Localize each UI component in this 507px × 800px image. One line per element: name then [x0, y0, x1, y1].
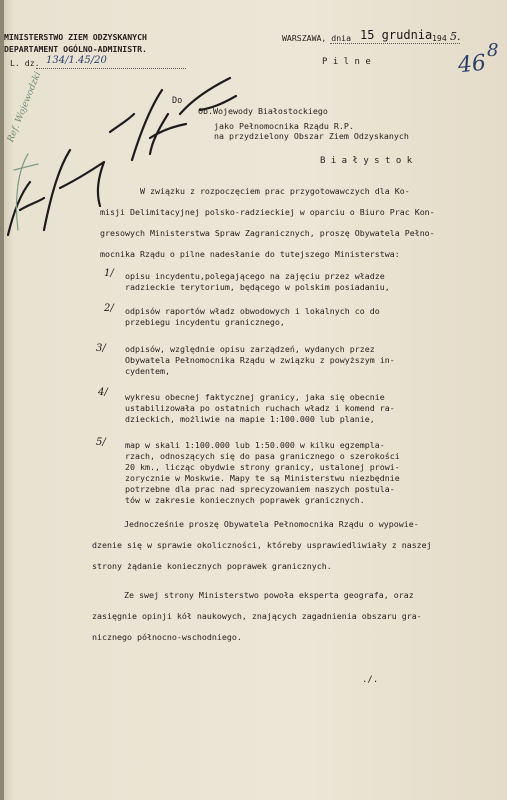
item-4-number: 4/	[98, 387, 108, 398]
letterhead-ministry: MINISTERSTWO ZIEM ODZYSKANYCH	[4, 32, 147, 42]
handwritten-number: 46	[456, 50, 488, 79]
item-4-line-3: dzieckich, możliwie na mapie 1:100.000 lub planie,	[125, 414, 375, 424]
item-5-line-4: zorycznie w Moskwie. Mapy te są Ministerstwu niezbędnie	[125, 473, 400, 483]
date-day-month: 15 grudnia	[360, 28, 433, 42]
addressee-city: B i a ł y s t o k	[320, 156, 413, 166]
item-3-line-1: odpisów, względnie opisu zarządzeń, wydanych przez	[125, 344, 375, 354]
intro-line-2: misji Delimitacyjnej polsko-radzieckiej w oparciu o Biuro Prac Kon-	[100, 207, 435, 217]
item-3-number: 3/	[96, 343, 106, 354]
para3-line-1: Ze swej strony Ministerstwo powoła eksperta geografa, oraz	[124, 590, 414, 600]
date-place: WARSZAWA, dnia	[282, 33, 352, 43]
item-2-line-2: przebiegu incydentu granicznego,	[125, 317, 285, 327]
reference-number-handwritten: 134/1.45/20	[46, 55, 107, 66]
closing-mark: ./.	[362, 675, 379, 685]
reference-dotted-line	[36, 68, 186, 69]
addressee-line-3: na przydzielony Obszar Ziem Odzyskanych	[214, 131, 409, 141]
para2-line-1: Jednocześnie proszę Obywatela Pełnomocnika Rządu o wypowie-	[124, 519, 419, 529]
intro-line-1: W związku z rozpoczęciem prac przygotowawczych dla Ko-	[140, 186, 410, 196]
para3-line-2: zasięgnie opinji kół naukowych, znających zagadnienia obszaru gra-	[92, 611, 422, 621]
addressee-prefix: Do	[172, 96, 183, 106]
date-year-prefix: 194	[432, 33, 447, 43]
intro-line-3: gresowych Ministerstwa Spraw Zagranicznych, proszę Obywatela Pełno-	[100, 228, 435, 238]
item-4-line-2: ustabilizowała po ostatnich ruchach władz i komend ra-	[125, 403, 395, 413]
item-4-line-1: wykresu obecnej faktycznej granicy, jaka się obecnie	[125, 392, 385, 402]
item-5-line-2: rzach, odnoszących się do pasa granicznego o szerokości	[125, 451, 400, 461]
item-2-line-1: odpisów raportów władz obwodowych i lokalnych co do	[125, 306, 380, 316]
item-2-number: 2/	[104, 303, 114, 314]
reference-prefix: L. dz.	[10, 58, 40, 68]
item-3-line-2: Obywatela Pełnomocnika Rządu w związku z powyższym in-	[125, 355, 395, 365]
handwritten-number-2: 8	[487, 40, 499, 61]
urgency-label: P i l n e	[322, 57, 371, 67]
item-5-line-5: potrzebne dla prac nad sprecyzowaniem naszych postula-	[125, 484, 395, 494]
letterhead-department: DEPARTAMENT OGÓLNO-ADMINISTR.	[4, 44, 147, 54]
item-1-line-2: radzieckie terytorium, będącego w polskim posiadaniu,	[125, 282, 390, 292]
para2-line-3: strony żądanie koniecznych poprawek granicznych.	[92, 561, 332, 571]
item-1-line-1: opisu incydentu,polegającego na zajęciu przez władze	[125, 271, 385, 281]
item-5-number: 5/	[96, 437, 106, 448]
para3-line-3: nicznego północno-wschodniego.	[92, 632, 242, 642]
addressee-line-1: Ob.Wojewody Białostockiego	[198, 106, 328, 116]
item-3-line-3: cydentem,	[125, 366, 170, 376]
item-1-number: 1/	[104, 268, 114, 279]
item-5-line-1: map w skali 1:100.000 lub 1:50.000 w kilku egzempla-	[125, 440, 385, 450]
item-5-line-3: 20 km., licząc obydwie strony granicy, ustalonej prowi-	[125, 462, 400, 472]
item-5-line-6: tów w zakresie koniecznych poprawek granicznych.	[125, 495, 365, 505]
margin-vertical-note: Ref. Wojewodzki	[6, 70, 44, 144]
para2-line-2: dzenie się w sprawie okoliczności, któreby usprawiedliwiały z naszej	[92, 540, 432, 550]
intro-line-4: mocnika Rządu o pilne nadesłanie do tutejszego Ministerstwa:	[100, 249, 400, 259]
addressee-line-2: jako Pełnomocnika Rządu R.P.	[214, 121, 354, 131]
date-year-digit: 5.	[450, 30, 461, 43]
